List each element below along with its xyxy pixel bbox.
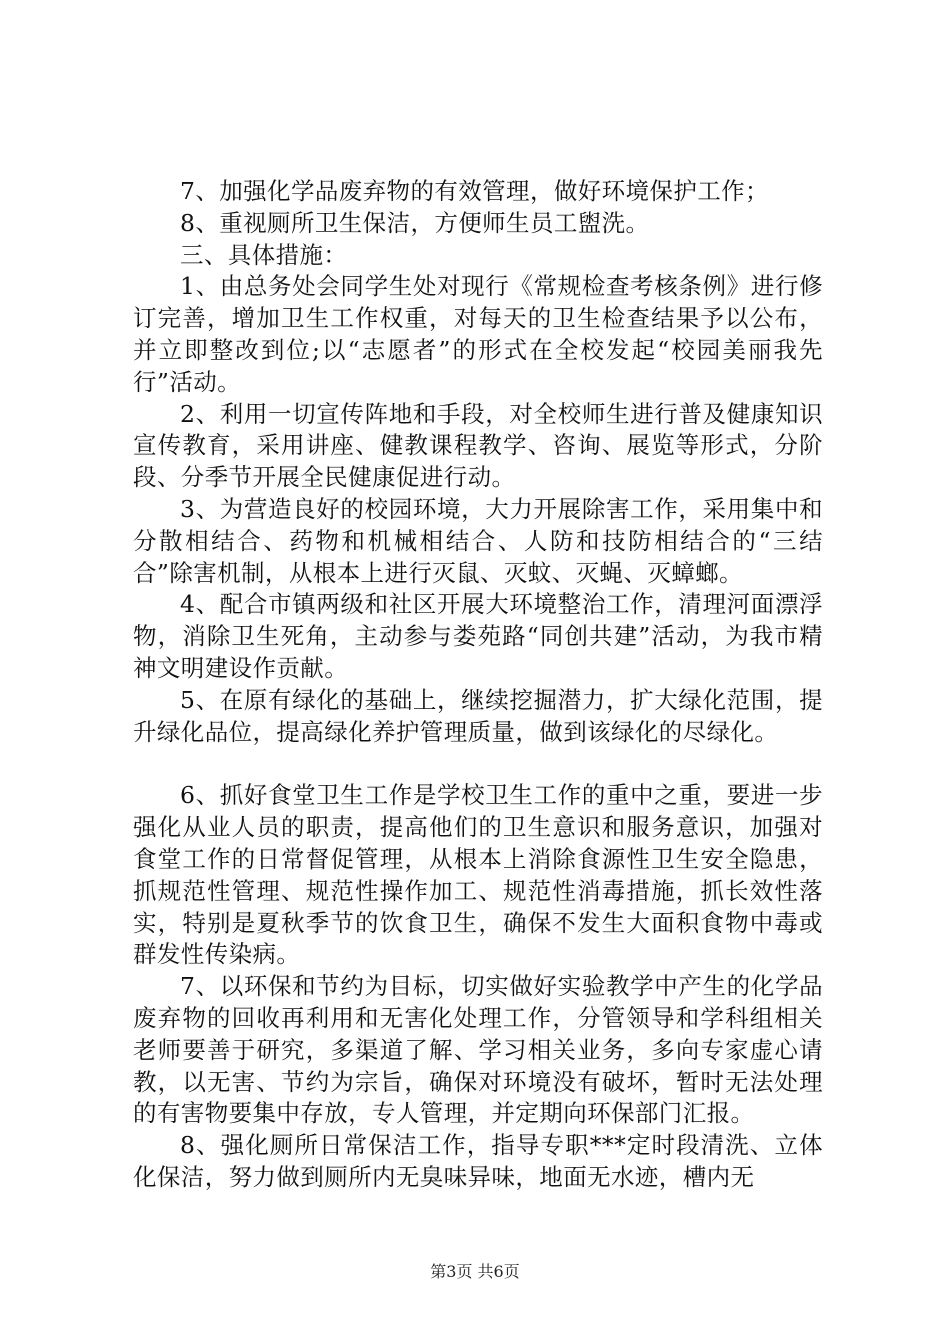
paragraph-measure-3: 3、为营造良好的校园环境，大力开展除害工作，采用集中和分散相结合、药物和机械相结合、人防和技防相结合的“三结合”除害机制，从根本上进行灭鼠、灭蚊、灭蝇、灭蟑螂。	[133, 494, 823, 587]
paragraph-measure-2: 2、利用一切宣传阵地和手段，对全校师生进行普及健康知识宣传教育，采用讲座、健教课程教学、咨询、展览等形式，分阶段、分季节开展全民健康促进行动。	[133, 399, 823, 492]
page-footer	[0, 1262, 950, 1282]
paragraph-measure-4: 4、配合市镇两级和社区开展大环境整治工作，清理河面漂浮物，消除卫生死角，主动参与娄苑路“同创共建”活动，为我市精神文明建设作贡献。	[133, 590, 823, 682]
section-heading-measures: 三、具体措施：	[180, 240, 348, 269]
paragraph-measure-1: 1、由总务处会同学生处对现行《常规检查考核条例》进行修订完善，增加卫生工作权重，对每天的卫生检查结果予以公布，并立即整改到位;以“志愿者”的形式在全校发起“校园美丽我先行”活动。	[133, 272, 823, 396]
paragraph-measure-5: 5、在原有绿化的基础上，继续挖掘潜力，扩大绿化范围，提升绿化品位，提高绿化养护管理质量，做到该绿化的尽绿化。	[133, 685, 823, 746]
page-number-label: 第3页 共6页	[430, 1262, 520, 1281]
paragraph-measure-6: 6、抓好食堂卫生工作是学校卫生工作的重中之重，要进一步强化从业人员的职责，提高他们的卫生意识和服务意识，加强对食堂工作的日常督促管理，从根本上消除食源性卫生安全隐患，抓规范性管理、规范性操作加工、规范性消毒措施，抓长效性落实，特别是夏秋季节的饮食卫生，确保不发生大面积食物中毒或群发性传染病。	[133, 781, 823, 969]
paragraph-goal-7: 7、加强化学品废弃物的有效管理，做好环境保护工作；	[180, 177, 769, 205]
document-body	[133, 176, 823, 1194]
paragraph-measure-7: 7、以环保和节约为目标，切实做好实验教学中产生的化学品废弃物的回收再利用和无害化处理工作，分管领导和学科组相关老师要善于研究，多渠道了解、学习相关业务，多向专家虚心请教，以无害、节约为宗旨，确保对环境没有破坏，暂时无法处理的有害物要集中存放，专人管理，并定期向环保部门汇报。	[133, 972, 823, 1128]
paragraph-measure-8: 8、强化厕所日常保洁工作，指导专职***定时段清洗、立体化保洁，努力做到厕所内无臭味异味，地面无水迹，槽内无	[133, 1131, 823, 1191]
paragraph-goal-8: 8、重视厕所卫生保洁，方便师生员工盥洗。	[180, 208, 650, 237]
paragraph-gap	[133, 748, 823, 780]
